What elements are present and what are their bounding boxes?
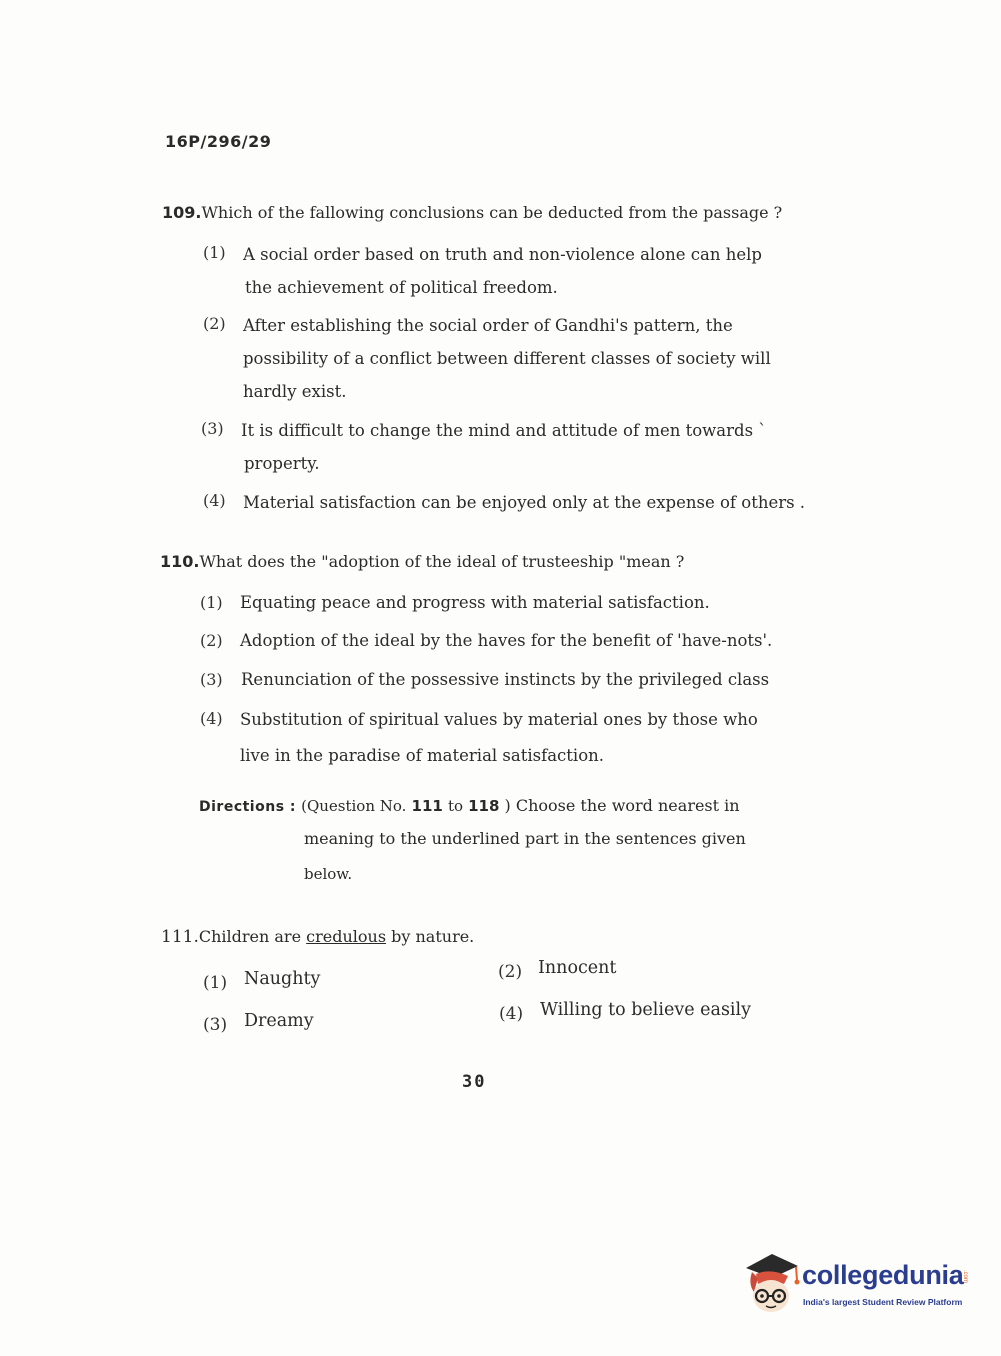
option-number: (2)	[498, 962, 523, 982]
directions-post: ) Choose the word nearest in	[504, 796, 740, 815]
question-number: 110.	[160, 552, 200, 571]
directions-label: Directions :	[199, 799, 296, 815]
option-line: the achievement of political freedom.	[245, 278, 558, 297]
option-line: It is difficult to change the mind and attitude of men towards `	[241, 421, 767, 440]
directions-to: 118	[468, 797, 500, 815]
option-line: After establishing the social order of Gandhi's pattern, the	[243, 316, 733, 335]
directions-line-3: below.	[304, 865, 353, 883]
directions	[199, 788, 740, 824]
question-111	[161, 927, 474, 947]
option-number: (4)	[499, 1004, 524, 1024]
option-line: possibility of a conflict between different classes of society will	[243, 349, 771, 368]
option-line: Adoption of the ideal by the haves for the benefit of 'have-nots'.	[240, 631, 773, 650]
option-line: Material satisfaction can be enjoyed only at the expense of others .	[243, 493, 806, 512]
option-number: (3)	[203, 1015, 228, 1035]
option-line: hardly exist.	[243, 382, 347, 401]
question-text: What does the "adoption of the ideal of trusteeship "mean ?	[199, 552, 685, 571]
question-text-post: by nature.	[386, 927, 475, 946]
option-text: Innocent	[538, 958, 617, 978]
option-number: (1)	[203, 973, 228, 993]
directions-to-word: to	[447, 797, 463, 815]
option-text: Dreamy	[244, 1011, 314, 1031]
question-110	[160, 552, 684, 571]
option-line: property.	[244, 454, 320, 473]
logo-com: .com	[962, 1270, 968, 1284]
question-text-pre: Children are	[198, 927, 307, 946]
option-number: (3)	[200, 670, 223, 689]
option-number: (4)	[203, 491, 226, 510]
logo-wordmark: collegedunia	[802, 1260, 964, 1290]
option-line: Equating peace and progress with material satisfaction.	[240, 593, 710, 612]
question-number: 111.	[161, 927, 199, 947]
option-line: live in the paradise of material satisfaction.	[240, 746, 605, 765]
mascot-icon	[742, 1250, 800, 1316]
underlined-word: credulous	[306, 927, 387, 946]
page-number: 30	[462, 1072, 487, 1092]
option-number: (1)	[200, 593, 223, 612]
directions-from: 111	[411, 797, 443, 815]
question-number: 109.	[162, 203, 202, 222]
option-line: Renunciation of the possessive instincts by the privileged class	[241, 670, 770, 689]
option-line: Substitution of spiritual values by material ones by those who	[240, 710, 758, 729]
directions-pre: (Question No.	[301, 797, 407, 815]
option-number: (1)	[203, 243, 226, 262]
option-number: (2)	[203, 314, 226, 333]
option-number: (3)	[201, 419, 224, 438]
directions-line-2: meaning to the underlined part in the sentences given	[304, 829, 746, 848]
option-text: Naughty	[244, 969, 321, 989]
option-line: A social order based on truth and non-violence alone can help	[243, 245, 762, 264]
question-text: Which of the fallowing conclusions can be deducted from the passage ?	[201, 203, 783, 222]
option-number: (2)	[200, 631, 223, 650]
option-number: (4)	[200, 709, 223, 728]
question-109	[162, 203, 782, 222]
logo-tagline: India's largest Student Review Platform	[803, 1297, 963, 1307]
paper-code: 16P/296/29	[165, 132, 272, 151]
option-text: Willing to believe easily	[540, 1000, 751, 1020]
collegedunia-logo	[742, 1250, 972, 1316]
